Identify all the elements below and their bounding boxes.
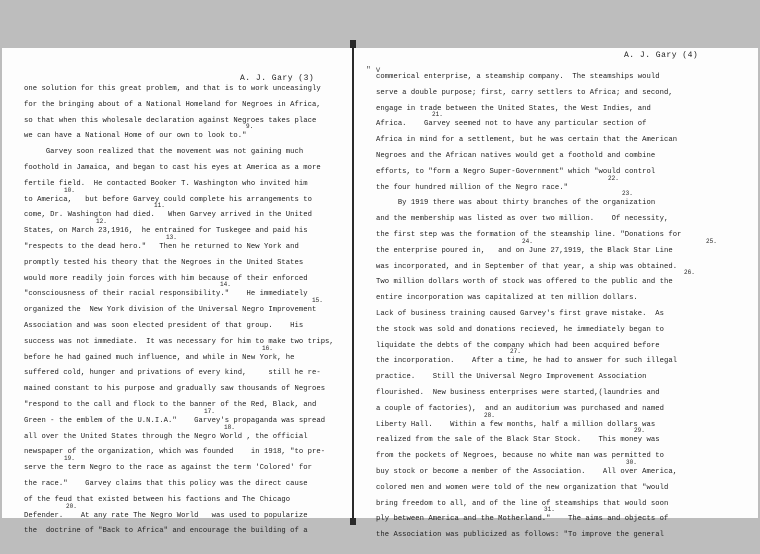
footnote-number: 31.	[544, 506, 555, 514]
footnote-number: 11.	[154, 202, 165, 210]
text-line: flourished. New business enterprises were started,(laundries and	[376, 388, 660, 397]
footnote-number: 10.	[64, 186, 75, 194]
text-line: newspaper of the organization, which was founded in 1918, "to pre-	[24, 448, 326, 457]
left-page-body	[24, 82, 334, 540]
footnote-number: 13.	[166, 234, 177, 241]
text-line: liquidate the debts of the company which had been acquired before	[376, 341, 660, 350]
text-line: from the pockets of Negroes, because no white man was permitted to	[376, 452, 664, 461]
text-line: to America, but before Garvey could complete his arrangements to	[24, 195, 312, 204]
text-line: "respond to the call and flock to the banner of the Red, Black, and	[24, 400, 317, 409]
text-line: Defender. At any rate The Negro World was used to popularize	[24, 511, 308, 520]
text-line: of the feud that existed between his factions and The Chicago	[24, 495, 291, 504]
text-line: efforts, to "form a Negro Super-Government" which "would control	[376, 167, 656, 176]
text-line: Association and was soon elected president of that group. His	[24, 321, 304, 330]
text-line: before he had gained much influence, and while in New York, he	[24, 353, 295, 362]
text-line: the incorporation. After a time, he had to answer for such illegal	[376, 357, 678, 366]
footnote-number: 20.	[66, 502, 77, 510]
text-line: practice. Still the Universal Negro Improvement Association	[376, 373, 647, 382]
text-line: serve a double purpose; first, carry settlers to Africa; and second,	[376, 88, 673, 97]
text-line: foothold in Jamaica, and began to cast his eyes at America as a more	[24, 163, 321, 172]
footnote-number: 9.	[246, 123, 254, 131]
footnote-number: 18.	[224, 423, 235, 431]
text-line: so that when this wholesale declaration against Negroes takes place	[24, 116, 317, 125]
text-line: bring freedom to all, and of the line of steamships that would soon	[376, 499, 669, 508]
text-line: the first step was the formation of the steamship line. "Donations for	[376, 230, 682, 239]
text-line: the doctrine of "Back to Africa" and encourage the building of a	[24, 527, 308, 536]
text-line: was incorporated, and in September of that year, a ship was obtained.	[376, 262, 678, 271]
footnote-number: 25.	[706, 237, 717, 245]
text-line: colored men and women were told of the new organization that "would	[376, 483, 669, 492]
footnote-number: 28.	[484, 411, 495, 419]
text-line: Africa. Garvey seemed not to have any particular section of	[376, 120, 647, 129]
text-line: Garvey soon realized that the movement was not gaining much	[24, 148, 304, 157]
footnote-number: 30.	[626, 459, 637, 466]
page-header-left: A. J. Gary (3)	[240, 74, 315, 83]
footnote-number: 14.	[220, 281, 231, 289]
text-line: the Association was publicized as follows: "To improve the general	[376, 531, 664, 540]
text-line: commerical enterprise, a steamship company. The steamships would	[376, 73, 660, 81]
right-page	[354, 48, 758, 540]
footnote-number: 12.	[96, 218, 107, 226]
footnote-number: 26.	[684, 269, 695, 277]
footnote-number: 24.	[522, 237, 533, 245]
footnote-number: 21.	[432, 111, 443, 119]
left-page	[2, 48, 352, 536]
text-line: Green - the emblem of the U.N.I.A." Garvey's propaganda was spread	[24, 416, 326, 425]
footnote-number: 15.	[312, 297, 323, 305]
text-line: the four hundred million of the Negro race."	[376, 183, 568, 192]
text-line: organized the New York division of the Universal Negro Improvement	[24, 306, 317, 315]
text-line: for the bringing about of a National Homeland for Negroes in Africa,	[24, 100, 321, 109]
text-line: serve the term Negro to the race as against the term 'Colored' for	[24, 464, 312, 473]
footnote-number: 23.	[622, 190, 633, 198]
text-line: promptly tested his theory that the Negroes in the United States	[24, 258, 304, 267]
margin-mark: " v	[366, 66, 381, 75]
footnote-number: 17.	[204, 407, 215, 415]
text-line: a couple of factories), and an auditorium was purchased and named	[376, 404, 664, 413]
text-line: we can have a National Home of our own to look to."	[24, 132, 247, 141]
footnote-number: 27.	[510, 348, 521, 356]
footnote-number: 22.	[608, 174, 619, 182]
text-line: Africa in mind for a settlement, but he was certain that the American	[376, 136, 678, 145]
text-line: one solution for this great problem, and that is to work unceasingly	[24, 85, 321, 93]
footnote-number: 16.	[262, 344, 273, 352]
footnote-number: 29.	[634, 427, 645, 435]
text-line: would more readily join forces with him because of their enforced	[24, 274, 308, 283]
text-line: and the membership was listed as over two million. Of necessity,	[376, 215, 669, 224]
text-line: By 1919 there was about thirty branches of the organization	[376, 199, 656, 208]
text-line: Negroes and the African natives would get a foothold and combine	[376, 151, 656, 160]
text-line: "respects to the dead hero." Then he returned to New York and	[24, 242, 299, 251]
text-line: success was not immediate. It was necessary for him to make two trips,	[24, 337, 334, 346]
text-line: come, Dr. Washington had died. When Garvey arrived in the United	[24, 211, 312, 220]
text-line: Lack of business training caused Garvey's first grave mistake. As	[376, 309, 664, 318]
page-header-right: A. J. Gary (4)	[624, 51, 699, 60]
text-line: ply between America and the Motherland." The aims and objects of	[376, 515, 669, 524]
text-line: engage in trade between the United States, the West Indies, and	[376, 104, 651, 113]
text-line: the stock was sold and donations recieved, he immediately began to	[376, 325, 664, 334]
right-page-body	[376, 70, 681, 544]
text-line: mained constant to his purpose and gradually saw thousands of Negroes	[24, 385, 326, 394]
text-line: all over the United States through the Negro World , the official	[24, 432, 308, 441]
text-line: Two million dollars worth of stock was offered to the public and the	[376, 278, 673, 287]
text-line: the enterprise poured in, and on June 27,1919, the Black Star Line	[376, 246, 673, 255]
text-line: Liberty Hall. Within a few months, half a million dollars was	[376, 420, 656, 429]
footnote-number: 19.	[64, 455, 75, 463]
text-line: States, on March 23,1916, he entrained for Tuskegee and paid his	[24, 227, 308, 236]
text-line: suffered cold, hunger and privations of every kind, still he re-	[24, 369, 321, 378]
text-line: entire incorporation was capitalized at ten million dollars.	[376, 294, 638, 303]
text-line: fertile field. He contacted Booker T. Washington who invited him	[24, 179, 308, 188]
text-line: the race." Garvey claims that this policy was the direct cause	[24, 479, 308, 488]
text-line: buy stock or become a member of the Association. All over America,	[376, 467, 678, 476]
text-line: "consciousness of their racial responsibility." He immediately	[24, 290, 308, 299]
text-line: realized from the sale of the Black Star Stock. This money was	[376, 436, 660, 445]
